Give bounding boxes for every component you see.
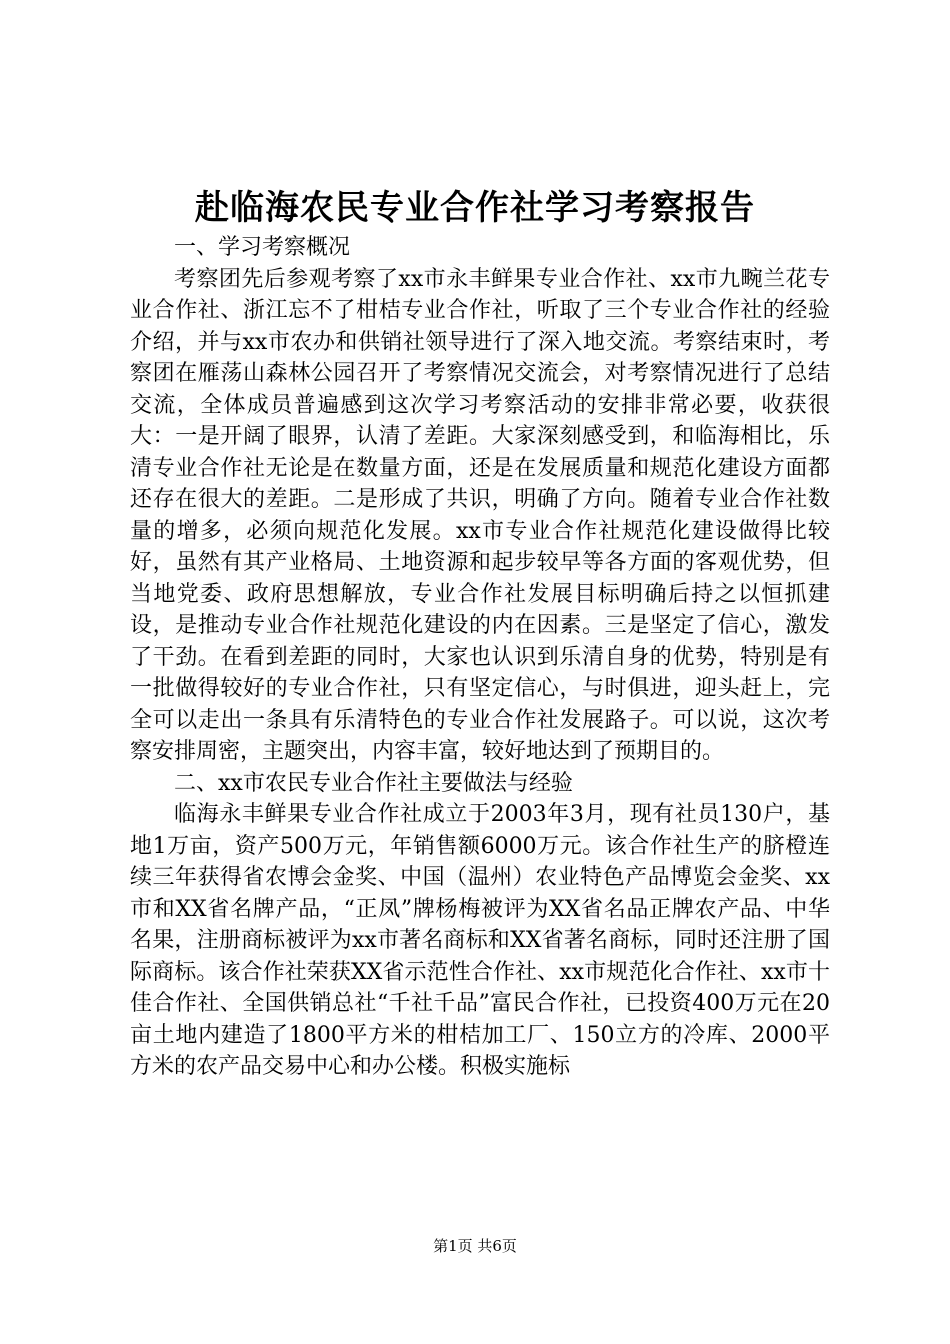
document-title: 赴临海农民专业合作社学习考察报告 <box>195 188 755 228</box>
section-heading-overview: 一、学习考察概况 <box>174 235 351 260</box>
section-heading-practices: 二、xx市农民专业合作社主要做法与经验 <box>174 770 573 796</box>
body-paragraph: 考察团先后参观考察了xx市永丰鲜果专业合作社、xx市九畹兰花专业合作社、浙江忘不了柑桔专业合作社，听取了三个专业合作社的经验介绍，并与xx市农办和供销社领导进行了深入地交流。考察结束时，考察团在雁荡山森林公园召开了考察情况交流会，对考察情况进行了总结交流，全体成员普遍感到这次学习考察活动的安排非常必要，收获很大：一是开阔了眼界，认清了差距。大家深刻感受到，和临海相比，乐清专业合作社无论是在数量方面，还是在发展质量和规范化建设方面都还存在很大的差距。二是形成了共识，明确了方向。随着专业合作社数量的增多，必须向规范化发展。xx市专业合作社规范化建设做得比较好，虽然有其产业格局、土地资源和起步较早等各方面的客观优势，但当地党委、政府思想解放，专业合作社发展目标明确后持之以恒抓建设，是推动专业合作社规范化建设的内在因素。三是坚定了信心，激发了干劲。在看到差距的同时，大家也认识到乐清自身的优势，特别是有一批做得较好的专业合作社，只有坚定信心，与时俱进，迎头赶上，完全可以走出一条具有乐清特色的专业合作社发展路子。可以说，这次考察安排周密，主题突出，内容丰富，较好地达到了预期目的。 <box>130 266 830 764</box>
page-number-footer: 第1页 共6页 <box>433 1237 517 1255</box>
body-paragraph: 临海永丰鲜果专业合作社成立于2003年3月，现有社员130户，基地1万亩，资产500万元，年销售额6000万元。该合作社生产的脐橙连续三年获得省农博会金奖、中国（温州）农业特色产品博览会金奖、xx市和XX省名牌产品，“正凤”牌杨梅被评为XX省名品正牌农产品、中华名果，注册商标被评为xx市著名商标和XX省著名商标，同时还注册了国际商标。该合作社荣获XX省示范性合作社、xx市规范化合作社、xx市十佳合作社、全国供销总社“千社千品”富民合作社，已投资400万元在20亩土地内建造了1800平方米的柑桔加工厂、150立方的冷库、2000平方米的农产品交易中心和办公楼。积极实施标 <box>130 802 830 1079</box>
document-body <box>130 232 830 1083</box>
